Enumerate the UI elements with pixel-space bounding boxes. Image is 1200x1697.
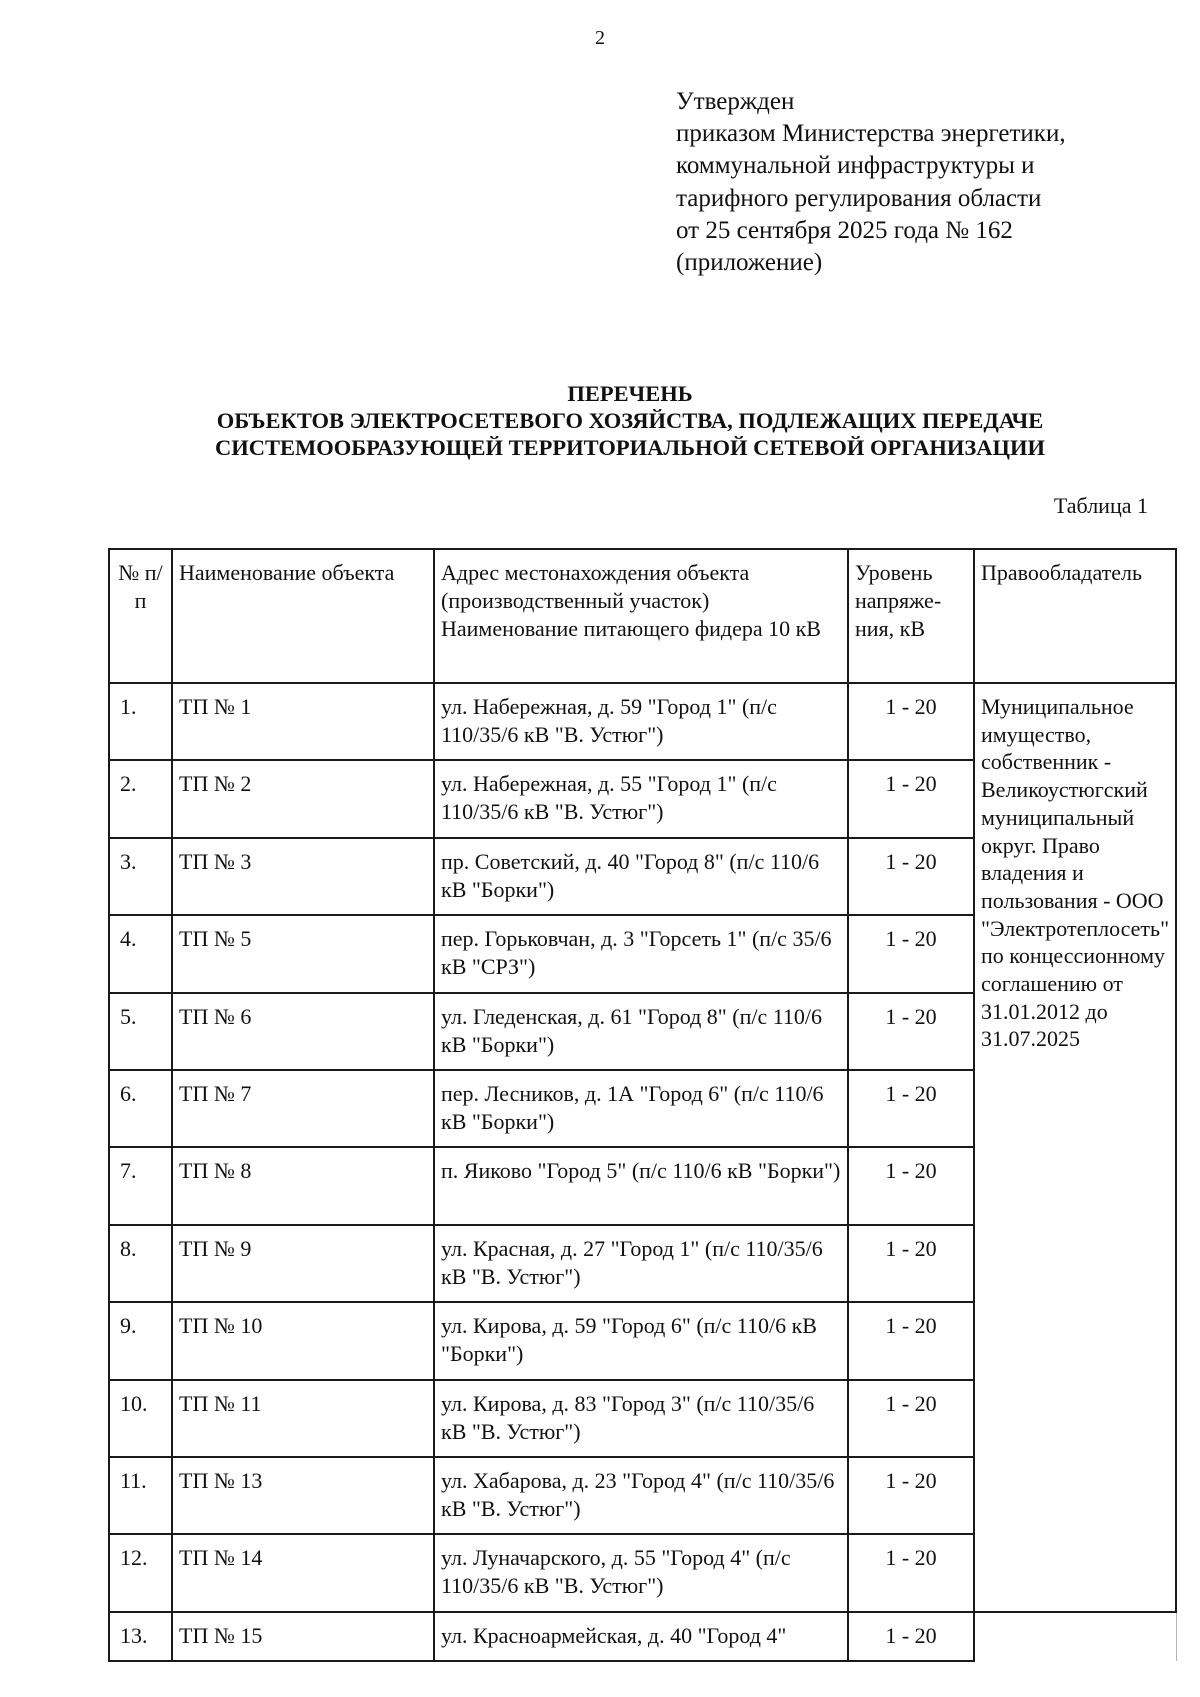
cell-voltage: 1 - 20 (848, 760, 974, 837)
cell-address: ул. Кирова, д. 83 "Город 3" (п/с 110/35/6 кВ "В. Устюг") (434, 1380, 848, 1457)
cell-name: ТП № 8 (172, 1147, 434, 1224)
cell-address: пер. Лесников, д. 1А "Город 6" (п/с 110/6 кВ "Борки") (434, 1070, 848, 1147)
page-number: 2 (595, 27, 605, 49)
title-line-1: ПЕРЕЧЕНЬ (567, 381, 693, 406)
cell-voltage: 1 - 20 (848, 683, 974, 760)
header-name: Наименование объекта (172, 549, 434, 683)
cell-num: 3. (109, 838, 172, 915)
cell-address: пер. Горьковчан, д. 3 "Горсеть 1" (п/с 35/6 кВ "СРЗ") (434, 915, 848, 992)
cell-num: 4. (109, 915, 172, 992)
cell-num: 8. (109, 1225, 172, 1302)
cell-num: 11. (109, 1457, 172, 1534)
approval-line: Утвержден (676, 88, 795, 115)
approval-line: приказом Министерства энергетики, (676, 120, 1066, 148)
cell-voltage: 1 - 20 (848, 915, 974, 992)
cell-address: ул. Хабарова, д. 23 "Город 4" (п/с 110/35/6 кВ "В. Устюг") (434, 1457, 848, 1534)
cell-voltage: 1 - 20 (848, 1612, 974, 1661)
cell-address: ул. Кирова, д. 59 "Город 6" (п/с 110/6 кВ "Борки") (434, 1302, 848, 1379)
header-owner: Правообладатель (974, 549, 1176, 683)
approval-block (676, 86, 1176, 279)
cell-owner: Муниципальное имущество, собственник - Великоустюгский муниципальный округ. Право владения и пользования - ООО "Электротеплосеть" по концессионному соглашению от 31.01.2012 до 31.07.2025 (974, 683, 1176, 1612)
cell-voltage: 1 - 20 (848, 1302, 974, 1379)
cell-address: ул. Красная, д. 27 "Город 1" (п/с 110/35/6 кВ "В. Устюг") (434, 1225, 848, 1302)
cell-num: 1. (109, 683, 172, 760)
cell-address: ул. Луначарского, д. 55 "Город 4" (п/с 110/35/6 кВ "В. Устюг") (434, 1534, 848, 1611)
cell-name: ТП № 6 (172, 993, 434, 1070)
objects-table (108, 548, 1177, 1662)
document-title (0, 380, 1200, 461)
table-caption: Таблица 1 (1053, 493, 1148, 518)
cell-name: ТП № 2 (172, 760, 434, 837)
cell-name: ТП № 3 (172, 838, 434, 915)
table-row (109, 683, 1176, 760)
cell-address: пр. Советский, д. 40 "Город 8" (п/с 110/6 кВ "Борки") (434, 838, 848, 915)
cell-address: ул. Красноармейская, д. 40 "Город 4" (434, 1612, 848, 1661)
approval-line: от 25 сентября 2025 года № 162 (676, 216, 1013, 244)
cell-address: п. Яиково "Город 5" (п/с 110/6 кВ "Борки") (434, 1147, 848, 1224)
objects-table-wrapper (108, 548, 1177, 1662)
cell-owner-continued (974, 1612, 1176, 1661)
title-line-2: ОБЪЕКТОВ ЭЛЕКТРОСЕТЕВОГО ХОЗЯЙСТВА, ПОДЛЕЖАЩИХ ПЕРЕДАЧЕ (216, 408, 1044, 433)
cell-name: ТП № 7 (172, 1070, 434, 1147)
cell-voltage: 1 - 20 (848, 1457, 974, 1534)
header-num: № п/п (109, 549, 172, 683)
cell-name: ТП № 14 (172, 1534, 434, 1611)
cell-name: ТП № 1 (172, 683, 434, 760)
cell-address: ул. Гледенская, д. 61 "Город 8" (п/с 110/6 кВ "Борки") (434, 993, 848, 1070)
cell-num: 7. (109, 1147, 172, 1224)
cell-voltage: 1 - 20 (848, 1070, 974, 1147)
cell-name: ТП № 9 (172, 1225, 434, 1302)
cell-num: 13. (109, 1612, 172, 1661)
cell-voltage: 1 - 20 (848, 993, 974, 1070)
cell-num: 10. (109, 1380, 172, 1457)
approval-line: тарифного регулирования области (676, 184, 1042, 212)
cell-name: ТП № 10 (172, 1302, 434, 1379)
table-header-row (109, 549, 1176, 683)
cell-name: ТП № 11 (172, 1380, 434, 1457)
cell-name: ТП № 15 (172, 1612, 434, 1661)
cell-voltage: 1 - 20 (848, 838, 974, 915)
title-line-3: СИСТЕМООБРАЗУЮЩЕЙ ТЕРРИТОРИАЛЬНОЙ СЕТЕВОЙ ОРГАНИЗАЦИИ (214, 435, 1046, 460)
cell-address: ул. Набережная, д. 59 "Город 1" (п/с 110/35/6 кВ "В. Устюг") (434, 683, 848, 760)
cell-num: 2. (109, 760, 172, 837)
cell-voltage: 1 - 20 (848, 1380, 974, 1457)
cell-name: ТП № 5 (172, 915, 434, 992)
approval-line: (приложение) (676, 249, 823, 277)
cell-num: 12. (109, 1534, 172, 1611)
cell-address: ул. Набережная, д. 55 "Город 1" (п/с 110/35/6 кВ "В. Устюг") (434, 760, 848, 837)
header-voltage: Уровень напряже-ния, кВ (848, 549, 974, 683)
cell-name: ТП № 13 (172, 1457, 434, 1534)
header-address: Адрес местонахождения объекта (производственный участок) Наименование питающего фидера 10 кВ (434, 549, 848, 683)
cell-voltage: 1 - 20 (848, 1147, 974, 1224)
approval-line: коммунальной инфраструктуры и (676, 152, 1035, 180)
table-row (109, 1612, 1176, 1661)
cell-num: 9. (109, 1302, 172, 1379)
cell-num: 6. (109, 1070, 172, 1147)
cell-voltage: 1 - 20 (848, 1534, 974, 1611)
cell-num: 5. (109, 993, 172, 1070)
cell-voltage: 1 - 20 (848, 1225, 974, 1302)
